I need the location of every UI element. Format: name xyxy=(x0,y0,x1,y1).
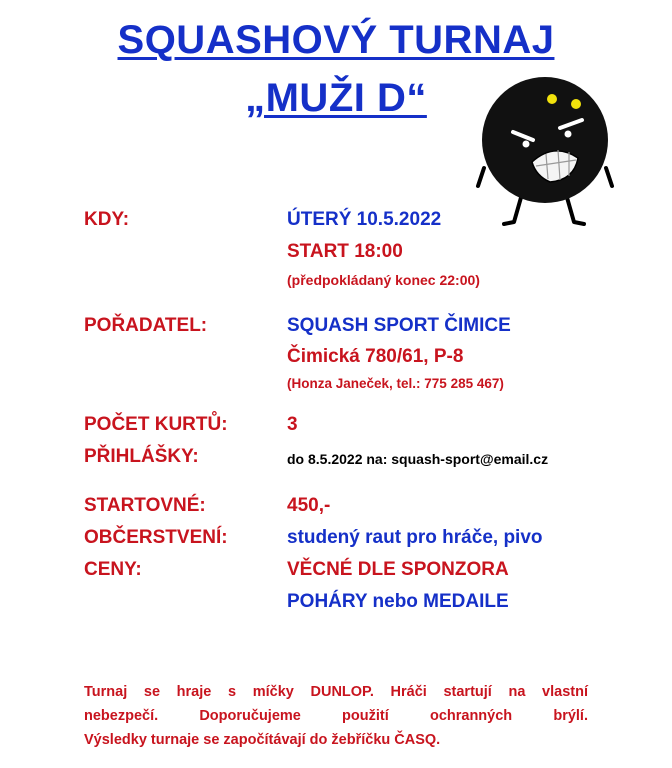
angry-squash-ball-icon xyxy=(470,76,620,230)
footer-line1: Turnaj se hraje s míčky DUNLOP. Hráči startují na vlastní xyxy=(84,684,588,700)
entry-fee: 450,- xyxy=(287,495,331,516)
footer-note xyxy=(84,680,588,752)
footer-line3: Výsledky turnaje se započítávají do žebříčku ČASQ. xyxy=(84,732,441,748)
title-line2: „MUŽI D“ xyxy=(245,76,427,120)
organizer-name: SQUASH SPORT ČIMICE xyxy=(287,315,511,336)
label-prihlasky: PŘIHLÁŠKY: xyxy=(84,446,199,467)
title-line1: SQUASHOVÝ TURNAJ xyxy=(117,18,555,62)
expected-end: (předpokládaný konec 22:00) xyxy=(287,272,480,288)
label-courts: POČET KURTŮ: xyxy=(84,414,228,435)
prizes-line1: VĚCNÉ DLE SPONZORA xyxy=(287,559,509,580)
label-startovne: STARTOVNÉ: xyxy=(84,495,206,516)
prizes-line2: POHÁRY nebo MEDAILE xyxy=(287,591,509,612)
start-time: START 18:00 xyxy=(287,241,403,262)
organizer-contact: (Honza Janeček, tel.: 775 285 467) xyxy=(287,376,504,391)
refreshments: studený raut pro hráče, pivo xyxy=(287,527,543,548)
organizer-address: Čimická 780/61, P-8 xyxy=(287,346,464,367)
label-kdy: KDY: xyxy=(84,209,130,230)
label-obcerstveni: OBČERSTVENÍ: xyxy=(84,527,228,548)
event-date: ÚTERÝ 10.5.2022 xyxy=(287,209,442,230)
label-poradatel: POŘADATEL: xyxy=(84,315,208,336)
footer-line2: nebezpečí. Doporučujeme použití ochranných brýlí. xyxy=(84,708,588,724)
registration-info: do 8.5.2022 na: squash-sport@email.cz xyxy=(287,451,549,467)
label-ceny: CENY: xyxy=(84,559,142,580)
courts-value: 3 xyxy=(287,414,298,435)
